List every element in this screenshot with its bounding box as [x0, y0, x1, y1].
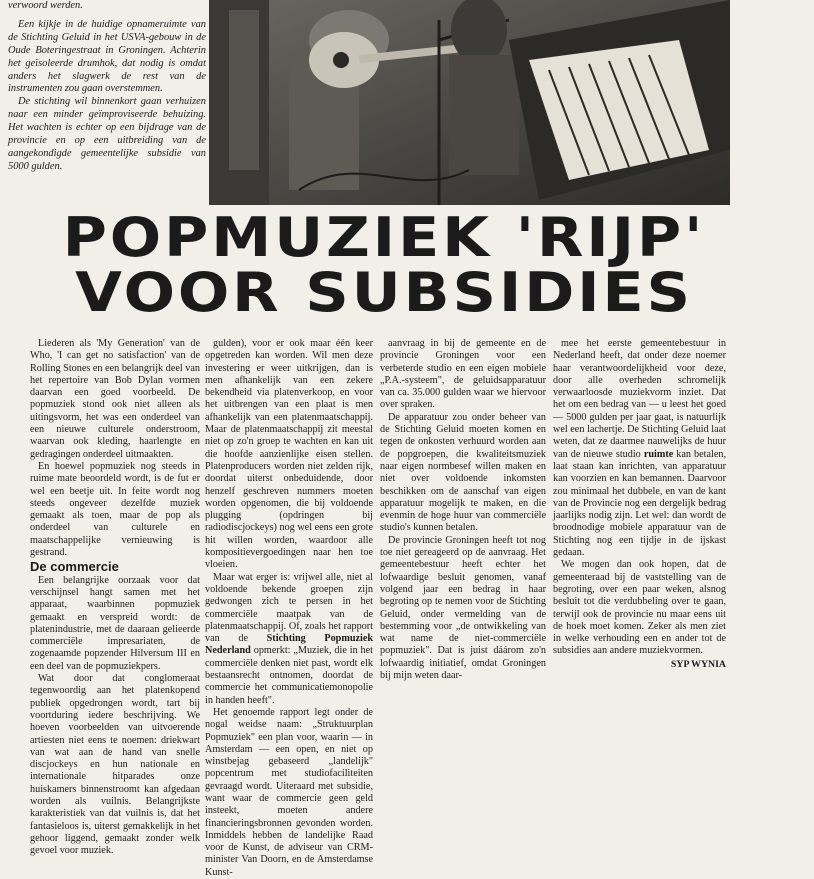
col1-paragraph-1: Liederen als 'My Generation' van de Who, 'I can get no satisfaction' van de Rolling Stones en een belangrijk deel van het repertoire van Bob Dylan vormen daarvan een goed voorbeeld. De popmuziek stond ook niet alleen als uitingsvorm, het was een onderdeel van een nieuwe culturele onderstroom, waarvan ook kleding, haarlengte en gedragingen onderdeel uitmaakten. [30, 338, 200, 460]
headline-line-2: VOOR SUBSIDIES [75, 261, 693, 324]
col4-paragraph-1-text: mee het eerste gemeentebestuur in Nederland heeft, dat onder deze noemer haar verantwoordelijkheid voor deze, door alle overheden schromelijk verwaarloosde muziekvorm inziet. Dat het om een bedrag van — u leest het goed — 5000 gulden per jaar gaat, is natuurlijk wel een lachertje. De Stichting Geluid laat weten, dat ze daarmee nauwelijks de huur van de nieuwe studio [553, 338, 726, 460]
column-1 [30, 338, 200, 857]
column-4 [553, 338, 726, 731]
headline [0, 206, 814, 324]
organisation-name: Stichting Popmuziek Nederland [205, 633, 374, 657]
column-2 [205, 338, 374, 878]
author-signature: SYP WYNIA [670, 658, 726, 670]
col1-paragraph-3: Een belangrijke oorzaak voor dat verschijnsel hangt samen met het apparaat, waarbinnen popmuziek gemaakt en verspreid wordt: de platenindustrie, met de daaraan gelieerde commerciële impresariaten, de zogenaamde popzender Hilversum III en een deel van de popmuziekpers. [30, 574, 200, 672]
emphasis-word: ruimte [643, 448, 674, 460]
col3-paragraph-3: De provincie Groningen heeft tot nog toe niet gereageerd op de aanvraag. Het gemeentebestuur heeft echter het lofwaardige besluit genomen, vanaf volgend jaar een bedrag in haar begroting op te nemen voor de Stichting Geluid, onder vermelding van de bestemming voor „de ontwikkeling van wat name de niet-commerciële popmuziek". Dat is juist dáárom zo'n lofwaardig initiatief, omdat Groningen bij mijn weten daar- [380, 534, 546, 682]
col2-paragraph-2 [205, 572, 373, 707]
studio-photo [209, 0, 730, 205]
col2-paragraph-2-text: Maar wat erger is: vrijwel alle, niet al voldoende bekende groepen zijn gedwongen zich te persen in het commerciële maatpak van de platenmaatschappij. Of, zoals het rapport van de [205, 571, 373, 645]
headline-line-1: POPMUZIEK 'RIJP' [62, 206, 706, 269]
caption-paragraph-1: Een kijkje in de huidige opnameruimte van de Stichting Geluid in het USVA-gebouw in de Oude Boteringestraat in Groningen. Achterin het geïsoleerde drumhok, dat nodig is omdat anders het slagwerk de rest van de instrumenten zou gaan overstemmen. [8, 18, 206, 95]
column-3 [380, 338, 546, 731]
col2-paragraph-3: Het genoemde rapport legt onder de nogal weidse naam: „Struktuurplan Popmuziek" een plan voor, waarin — in Amsterdam — een open, en niet op winstbejag gebaseerd „landelijk" popcentrum met studiofaciliteiten gevraagd wordt. Uiteraard met subsidie, want waar de commercie geen geld insteekt, moeten andere financieringsbronnen gevonden worden. Inmiddels hebben de landelijke Raad voor de Kunst, de adviseur van CRM-minister Van Doorn, en de Amsterdamse Kunst- [205, 706, 373, 878]
col3-paragraph-2: De apparatuur zou onder beheer van de Stichting Geluid moeten komen en tegen de onkosten verhuurd worden aan de popgroepen, die kwaliteitsmuziek naar eigen normbesef willen maken en niet over voldoende inkomsten beschikken om de aanschaf van eigen apparatuur mogelijk te maken, en die evenmin de hoge huur van commerciële studio's kunnen betalen. [380, 411, 546, 534]
article-body [0, 338, 768, 878]
col4-paragraph-1 [553, 338, 726, 559]
col2-paragraph-1: gulden), voor er ook maar één keer opgetreden kan worden. Wil men deze investering er weer uitkrijgen, dan is men afhankelijk van een zekere bekendheid via platenverkoop, en voor het uitbrengen van een plaat is men afhankelijk van een platenmaatschappij. Maar de platenmaatschappij zit meestal niet op zo'n groep te wachten en kan uit die hoofde aanzienlijke eisen stellen. Platenproducers worden niet zelden rijk, doordat uiterst onbeduidende, door henzelf geschreven nummers moeten worden opgenomen, die bij voldoende plugging (opdringen bij radiodiscjockeys) nog wel eens een grote hit willen worden, waardoor alle kompositievergoedingen naar hen toe vloeien. [205, 338, 373, 571]
col2-paragraph-2-cont: opmerkt: „Muziek, die in het commerciële denken niet past, wordt elk bestaansrecht ontnomen, doordat de commercie het communicatiemonopolie in handen heeft". [205, 645, 373, 706]
col1-paragraph-2: En hoewel popmuziek nog steeds in ruime mate beoordeld wordt, is de fut er wel een beetje uit. In feite wordt nog steeds ongeveer dezelfde muziek gemaakt als toen, maar de pop als onderdeel van culturele en maatschappelijke vernieuwing is gestrand. [30, 460, 200, 559]
caption-paragraph-2: De stichting wil binnenkort gaan verhuizen naar een minder geïmproviseerde behuizing. Het wachten is echter op een bijdrage van de provincie en op een uitbreiding van de aangekondigde gemeentelijke subsidie van 5000 gulden. [8, 96, 206, 172]
col3-paragraph-1: aanvraag in bij de gemeente en de provincie Groningen voor een verbeterde studio en een eigen mobiele „P.A.-systeem", de geluidsapparatuur van ca. 35.000 gulden waar we hiervoor over spraken. [380, 338, 546, 411]
subheading: De commercie [30, 559, 119, 575]
caption-lead: verwoord werden. [8, 0, 83, 11]
photo-caption [8, 0, 206, 174]
col4-paragraph-2: We mogen dan ook hopen, dat de gemeenteraad bij de vaststelling van de begroting, over een paar weken, alsnog besluit tot die verdubbeling over te gaan, terwijl ook de provincie nu maar eens uit de hoek moet komen. Zeker als men ziet in welke verhouding een en ander tot de subsidies aan andere muziekvormen. [553, 559, 726, 657]
col4-paragraph-1-cont: kan betalen, laat staan kan inrichten, van apparatuur kan voorzien en kan bemannen. Daarvoor zou minimaal het dubbele, en van de kant van de Provincie nog een dergelijk bedrag jaarlijks nodig zijn. Let wel: dan wordt de broodnodige mobiele apparatuur van de Stichting nog een tijdje in de ijskast gedaan. [553, 448, 727, 559]
col1-paragraph-4: Wat door dat conglomeraat tegenwoordig aan het platenkopend publiek opgedrongen wordt, tart bij voortduring iedere beschrijving. We hoeven voorbeelden van uitvoerende artiesten niet eens te noemen: driekwart van wat aan de hand van snelle discjockeys en hun nationale en internationale hitparades onze huiskamers binnenstroomt kan afgedaan worden als vuilnis. Belangrijkste karakteristiek van dat vuilnis is, dat het fantasieloos is, uiterst gemakkelijk in het gehoor liggend, gemaakt zonder welk gevoel voor muziek. [30, 673, 200, 857]
